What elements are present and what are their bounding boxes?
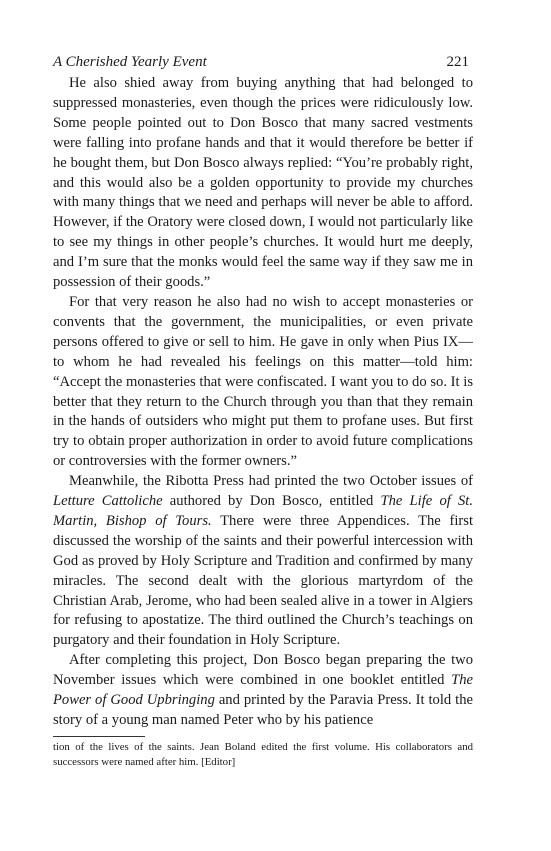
- italic-title: The Power of Good Upbringing: [53, 672, 473, 709]
- text-run: Meanwhile, the Ribotta Press had printed the two October issues of: [69, 473, 473, 490]
- text-run: He also shied away from buying anything that had belonged to suppressed monasteries, even though the prices were ridiculously low. Some people pointed out to Don Bosco that many sacred vestments were falling into profane hands and that it would therefore be better if he bought them, but Don Bosco always replied: “You’re probably right, and this would also be a golden opportunity to provide my churches with many things that we need and perhaps will never be able to afford. However, if the Oratory were closed down, I would not particularly like to see my things in other people’s churches. It would hurt me deeply, and I’m sure that the monks would feel the same way if they saw me in possession of their goods.”: [53, 75, 473, 291]
- paragraph: [53, 293, 473, 472]
- text-run: and printed by the Paravia Press. It told the story of a young man named Peter who by his patience: [53, 692, 473, 728]
- footnote-rule: [53, 736, 145, 737]
- text-run: There were three Appendices. The first discussed the worship of the saints and their powerful intercession with God as proved by Holy Scripture and Tradition and confirmed by many miracles. The second dealt with the glorious martyrdom of the Christian Arab, Jerome, who had been sealed alive in a tower in Algiers for refusing to apostatize. The third outlined the Church’s teachings on purgatory and their foundation in Holy Scripture.: [53, 512, 473, 649]
- text-run: For that very reason he also had no wish to accept monasteries or convents that the government, the municipalities, or even private persons offered to give or sell to him. He gave in only when Pius IX—to whom he had revealed his feelings on this matter—told him: “Accept the monasteries that were confiscated. I want you to do so. It is better that they return to the Church through you than that they remain in the hands of outsiders who might put them to profane uses. But first try to obtain proper authorization in order to avoid future complications or controversies with the former owners.”: [53, 293, 473, 470]
- page-number: 221: [446, 54, 469, 70]
- body-text: [53, 74, 473, 731]
- italic-title: Letture Cattoliche: [53, 493, 163, 510]
- running-head: [53, 52, 473, 74]
- chapter-title: A Cherished Yearly Event: [53, 54, 207, 70]
- footnote: tion of the lives of the saints. Jean Boland edited the first volume. His collaborators and successors were named after him. [Editor]: [53, 740, 473, 768]
- paragraph: [53, 472, 473, 651]
- book-page: [53, 52, 473, 770]
- paragraph: [53, 651, 473, 731]
- paragraph: [53, 74, 473, 293]
- text-run: After completing this project, Don Bosco began preparing the two November issues which were combined in one booklet entitled: [53, 652, 473, 689]
- text-run: authored by Don Bosco, entitled: [162, 493, 381, 510]
- italic-title: The Life of St. Martin, Bishop of Tours.: [53, 493, 473, 529]
